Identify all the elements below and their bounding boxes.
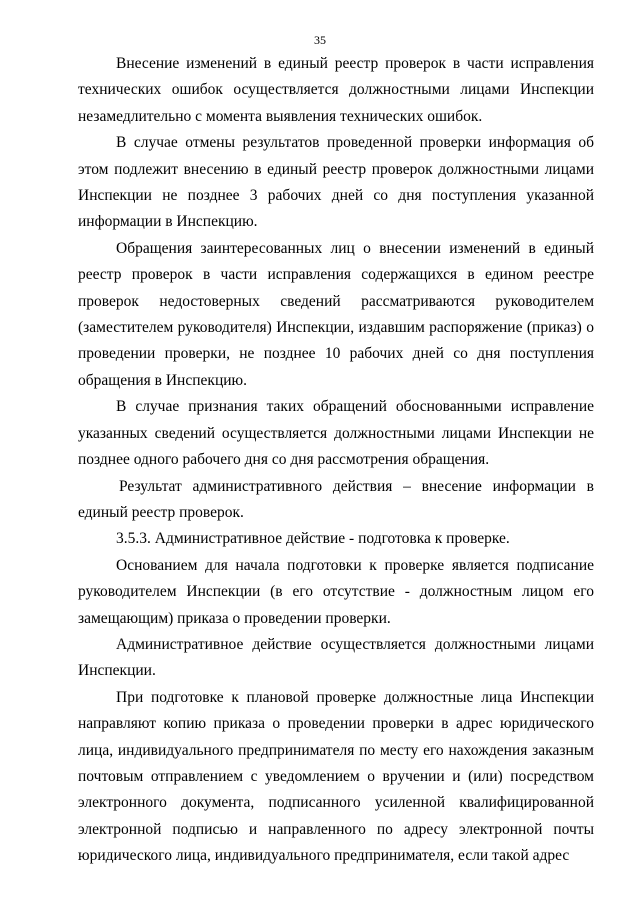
paragraph-performers: Административное действие осуществляется должностными лицами Инспекции.: [78, 635, 594, 680]
paragraph-technical-errors: Внесение изменений в единый реестр проверок в части исправления технических ошибок осуществляется должностными лицами Инспекции незамедлительно с момента выявления технических ошибок.: [78, 55, 594, 125]
paragraph-basis: Основанием для начала подготовки к проверке является подписание руководителем Инспекции (в его отсутствие - должностным лицом его замещающим) приказа о проведении проверки.: [78, 556, 594, 627]
paragraph-result: Результат административного действия – внесение информации в единый реестр проверок.: [78, 477, 594, 521]
section-heading-3-5-3: 3.5.3. Административное действие - подготовка к проверке.: [116, 530, 510, 548]
page-number: 35: [314, 33, 326, 47]
paragraph-cancellation: В случае отмены результатов проведенной проверки информация об этом подлежит внесению в единый реестр проверок должностными лицами Инспекции не позднее 3 рабочих дней со дня поступления указанной информации в Инспекцию.: [78, 134, 594, 231]
paragraph-preparation: При подготовке к плановой проверке должностные лица Инспекции направляют копию приказа о проведении проверки в адрес юридического лица, индивидуального предпринимателя по месту его нахождения заказным почтовым отправлением с уведомлением о вручении и (или) посредством электронного документа, подписанного усиленной квалифицированной электронной подписью и направленного по адресу электронной почты юридического лица, индивидуального предпринимателя, если такой адрес: [78, 688, 594, 865]
document-body: [78, 51, 594, 870]
paragraph-appeals: Обращения заинтересованных лиц о внесении изменений в единый реестр проверок в части исправления содержащихся в едином реестре проверок недостоверных сведений рассматриваются руководителем (заместителем руководителя) Инспекции, издавшим распоряжение (приказ) о проведении проверки, не позднее 10 рабочих дней со дня поступления обращения в Инспекцию.: [78, 239, 594, 389]
paragraph-recognition: В случае признания таких обращений обоснованными исправление указанных сведений осуществляется должностными лицами Инспекции не позднее одного рабочего дня со дня рассмотрения обращения.: [78, 398, 594, 469]
